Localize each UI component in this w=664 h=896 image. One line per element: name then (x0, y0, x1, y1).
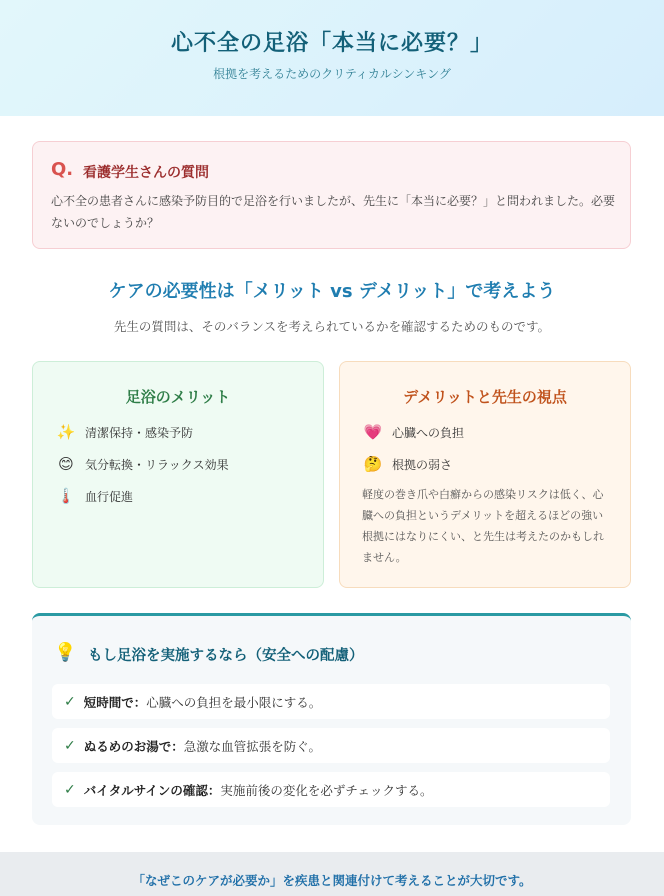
safety-box (32, 613, 631, 825)
lightbulb-icon: 💡 (54, 642, 77, 663)
page-title: 心不全の足浴「本当に必要？」 (170, 31, 493, 56)
merit-item-label: 清潔保持・感染予防 (85, 425, 194, 440)
footer-text: 「なぜこのケアが必要か」を疾患と関連付けて考えることが大切です。 (132, 873, 532, 888)
check-icon: ✓ (64, 781, 76, 798)
demerit-card (339, 361, 631, 588)
safety-row (52, 728, 610, 763)
safety-title: もし足浴を実施するなら（安全への配慮） (88, 648, 364, 664)
safety-row-text: 急激な血管拡張を防ぐ。 (183, 738, 322, 754)
list-item (362, 422, 464, 442)
demerit-item-label: 心臓への負担 (392, 425, 465, 440)
page-footer (0, 852, 664, 896)
list-item (55, 454, 229, 474)
thinking-face-icon: 🤔 (363, 455, 383, 473)
demerit-item-label: 根拠の弱さ (392, 457, 453, 472)
check-icon: ✓ (64, 737, 76, 754)
heart-icon: 💗 (363, 423, 383, 441)
question-box (32, 141, 631, 249)
smile-icon: 😊 (58, 455, 74, 473)
list-item (55, 486, 133, 506)
question-title: 看護学生さんの質問 (83, 165, 209, 181)
thermometer-icon: 🌡️ (56, 487, 76, 505)
page-header (0, 0, 664, 116)
merit-item-label: 気分転換・リラックス効果 (85, 457, 229, 472)
check-icon: ✓ (64, 693, 76, 710)
list-item (55, 422, 193, 442)
demerit-note: 軽度の巻き爪や白癬からの感染リスクは低く、心臓への負担というデメリットを超えるほどの強い根拠にはなりにくい、と先生は考えたのかもしれません。 (362, 488, 604, 564)
safety-row (52, 684, 610, 719)
safety-row-text: 実施前後の変化を必ずチェックする。 (220, 782, 433, 798)
merit-title: 足浴のメリット (125, 388, 231, 406)
question-mark-icon: Q. (51, 159, 74, 180)
sparkles-icon: ✨ (56, 423, 76, 441)
question-body: 心不全の患者さんに感染予防目的で足浴を行いましたが、先生に「本当に必要？」と問われました。必要ないのでしょうか？ (51, 194, 616, 230)
section-subtitle: 先生の質問は、そのバランスを考えられているかを確認するためのものです。 (113, 319, 551, 334)
safety-row-label: 短時間で： (83, 694, 147, 710)
safety-row-label: バイタルサインの確認： (83, 782, 221, 798)
safety-row-text: 心臓への負担を最小限にする。 (146, 694, 322, 710)
demerit-title: デメリットと先生の視点 (403, 388, 567, 406)
page-subtitle: 根拠を考えるためのクリティカルシンキング (213, 67, 451, 81)
safety-row-label: ぬるめのお湯で： (83, 738, 184, 754)
list-item (362, 454, 452, 474)
safety-row (52, 772, 610, 807)
section-title: ケアの必要性は「メリット vs デメリット」で考えよう (108, 281, 556, 302)
merit-card (32, 361, 324, 588)
merit-item-label: 血行促進 (85, 489, 134, 504)
